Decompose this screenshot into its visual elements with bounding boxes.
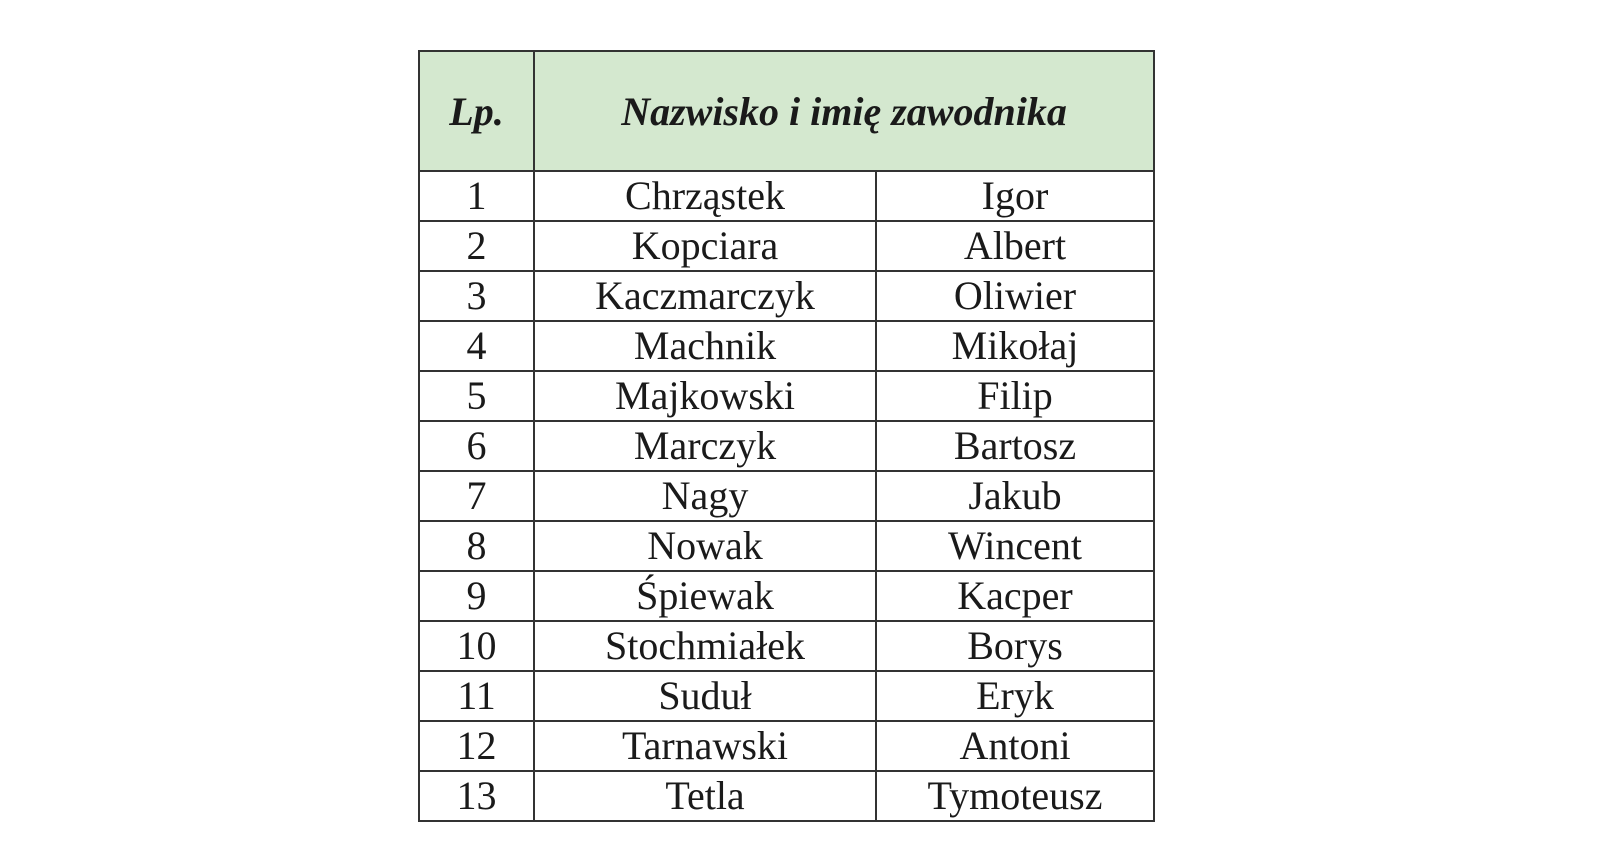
cell-surname: Śpiewak	[534, 571, 876, 621]
table-row	[419, 271, 1154, 321]
cell-firstname: Oliwier	[876, 271, 1154, 321]
table-row	[419, 371, 1154, 421]
cell-firstname: Jakub	[876, 471, 1154, 521]
cell-lp: 6	[419, 421, 534, 471]
cell-firstname: Borys	[876, 621, 1154, 671]
cell-surname: Nagy	[534, 471, 876, 521]
cell-surname: Majkowski	[534, 371, 876, 421]
table-row	[419, 571, 1154, 621]
cell-firstname: Eryk	[876, 671, 1154, 721]
header-lp: Lp.	[419, 51, 534, 171]
cell-lp: 8	[419, 521, 534, 571]
table-body	[419, 171, 1154, 821]
cell-lp: 4	[419, 321, 534, 371]
cell-lp: 10	[419, 621, 534, 671]
cell-surname: Suduł	[534, 671, 876, 721]
cell-lp: 3	[419, 271, 534, 321]
cell-lp: 7	[419, 471, 534, 521]
cell-lp: 2	[419, 221, 534, 271]
cell-lp: 13	[419, 771, 534, 821]
cell-firstname: Igor	[876, 171, 1154, 221]
cell-firstname: Bartosz	[876, 421, 1154, 471]
cell-surname: Tarnawski	[534, 721, 876, 771]
table-row	[419, 771, 1154, 821]
table-row	[419, 221, 1154, 271]
cell-lp: 1	[419, 171, 534, 221]
table-row	[419, 171, 1154, 221]
table-row	[419, 471, 1154, 521]
cell-firstname: Kacper	[876, 571, 1154, 621]
table-row	[419, 421, 1154, 471]
header-row	[419, 51, 1154, 171]
cell-firstname: Filip	[876, 371, 1154, 421]
cell-surname: Kaczmarczyk	[534, 271, 876, 321]
header-player-name: Nazwisko i imię zawodnika	[534, 51, 1154, 171]
cell-lp: 5	[419, 371, 534, 421]
table-row	[419, 621, 1154, 671]
cell-surname: Kopciara	[534, 221, 876, 271]
table-row	[419, 721, 1154, 771]
cell-firstname: Antoni	[876, 721, 1154, 771]
cell-firstname: Mikołaj	[876, 321, 1154, 371]
cell-lp: 9	[419, 571, 534, 621]
cell-firstname: Wincent	[876, 521, 1154, 571]
cell-surname: Chrząstek	[534, 171, 876, 221]
cell-surname: Stochmiałek	[534, 621, 876, 671]
player-roster-table	[418, 50, 1155, 822]
cell-firstname: Albert	[876, 221, 1154, 271]
cell-surname: Machnik	[534, 321, 876, 371]
table-header	[419, 51, 1154, 171]
table-row	[419, 671, 1154, 721]
table-row	[419, 321, 1154, 371]
cell-surname: Marczyk	[534, 421, 876, 471]
cell-surname: Nowak	[534, 521, 876, 571]
cell-firstname: Tymoteusz	[876, 771, 1154, 821]
cell-surname: Tetla	[534, 771, 876, 821]
cell-lp: 11	[419, 671, 534, 721]
cell-lp: 12	[419, 721, 534, 771]
table-row	[419, 521, 1154, 571]
